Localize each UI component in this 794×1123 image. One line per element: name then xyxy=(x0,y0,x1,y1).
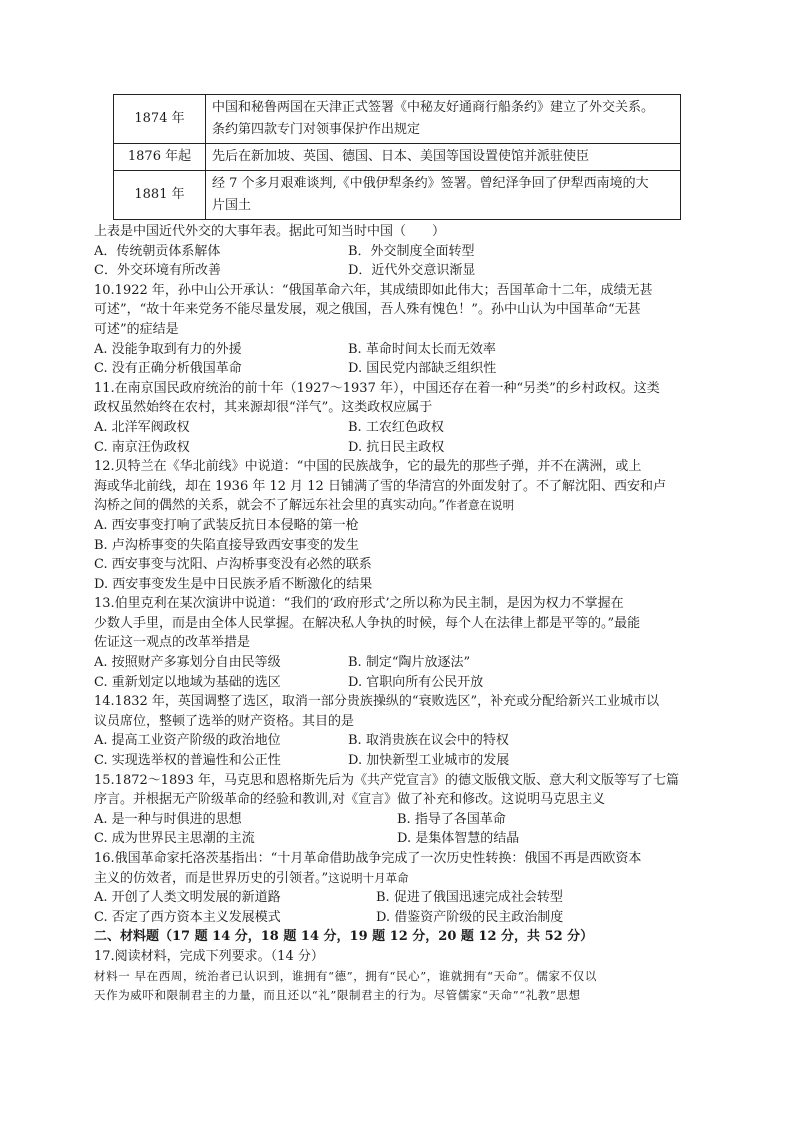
question-stem: 11.在南京国民政府统治的前十年（1927～1937 年），中国还存在着一种“另类”的乡村政权。这类 xyxy=(94,380,660,396)
question-stem: 12.贝特兰在《华北前线》中说道：“中国的民族战争，它的最先的那些子弹，并不在满洲，或上 xyxy=(94,459,642,475)
option-c[interactable]: C. 成为世界民主思潮的主流 xyxy=(94,831,255,847)
option-a[interactable]: A. 提高工业资产阶级的政治地位 xyxy=(94,733,281,749)
question-12 xyxy=(94,457,699,594)
question-stem xyxy=(94,496,699,516)
question-stem: 海或华北前线，却在 1936 年 12 月 12 日铺满了雪的华清宫的外面发射了。不了解沈阳、西安和卢 xyxy=(94,478,666,494)
option-b[interactable]: B. 取消贵族在议会中的特权 xyxy=(348,733,509,749)
question-stem: 14.1832 年，英国调整了选区，取消一部分贵族操纵的“衰败选区”，补充或分配给新兴工业城市以 xyxy=(94,694,660,710)
option-c[interactable]: C. 重新划定以地域为基础的选区 xyxy=(94,674,281,690)
question-stem: 可述”，“故十年来党务不能尽量发展，观之俄国，吾人殊有愧色！”。孙中山认为中国革命“无甚 xyxy=(94,302,641,318)
option-d[interactable]: D. 官职向所有公民开放 xyxy=(348,674,484,690)
option-b[interactable]: B. 指导了各国革命 xyxy=(397,811,506,827)
option-row xyxy=(94,751,699,771)
event-line: 片国土 xyxy=(212,198,252,213)
option-b[interactable]: B. 促进了俄国迅速完成社会转型 xyxy=(376,890,563,906)
option-c[interactable]: C. 南京汪伪政权 xyxy=(94,439,190,455)
event-description xyxy=(206,95,681,144)
question-11 xyxy=(94,379,699,457)
question-stem: 15.1872～1893 年，马克思和恩格斯先后为《共产党宣言》的德文版俄文版、意大利文版等写了七篇 xyxy=(94,772,679,788)
option-a[interactable]: A. 按照财产多寡划分自由民等级 xyxy=(94,655,281,671)
option-row xyxy=(94,261,699,281)
question-stem xyxy=(94,869,699,889)
option-c[interactable]: C．外交环境有所改善 xyxy=(94,263,221,279)
option-c[interactable]: C. 西安事变与沈阳、卢沟桥事变没有必然的联系 xyxy=(94,557,372,573)
option-row xyxy=(94,242,699,262)
option-d[interactable]: D. 西安事变发生是中日民族矛盾不断激化的结果 xyxy=(94,576,373,592)
question-16 xyxy=(94,849,699,927)
question-stem: 16.俄国革命家托洛茨基指出：“十月革命借助战争完成了一次历史性转换：俄国不再是西欧资本 xyxy=(94,851,642,866)
option-a[interactable]: A．传统朝贡体系解体 xyxy=(94,243,221,259)
option-row xyxy=(94,438,699,458)
option-row xyxy=(94,340,699,360)
event-line: 经 7 个多月艰难谈判,《中俄伊犁条约》签署。曾纪泽争回了伊犁西南境的大 xyxy=(212,176,649,191)
section-material-questions xyxy=(94,927,699,1005)
question-stem: 少数人手里，而是由全体人民掌握。在解决私人争执的时候，每个人在法律上都是平等的。”最能 xyxy=(94,615,641,631)
question-stem: 佐证这一观点的改革举措是 xyxy=(94,635,251,651)
option-b[interactable]: B. 革命时间太长而无效率 xyxy=(348,341,496,357)
event-year: 1876 年起 xyxy=(114,144,206,171)
option-d[interactable]: D. 国民党内部缺乏组织性 xyxy=(348,361,497,377)
option-row xyxy=(94,888,699,908)
question-stem: 10.1922 年，孙中山公开承认：“俄国革命六年，其成绩即如此伟大；吾国革命十二年，成绩无甚 xyxy=(94,282,653,298)
question-stem: 13.伯里克利在某次演讲中说道：“我们的‘政府形式’之所以称为民主制，是因为权力不掌握在 xyxy=(94,596,624,612)
option-row xyxy=(94,829,699,849)
event-description xyxy=(206,144,681,171)
option-row xyxy=(94,359,699,379)
question-stem-tail: 这说明十月革命 xyxy=(328,870,409,885)
option-c[interactable]: C. 实现选举权的普遍性和公正性 xyxy=(94,753,281,769)
material-line: 材料一 早在西周，统治者已认识到，谁拥有“德”，拥有“民心”，谁就拥有“天命”。儒家不仅以 xyxy=(94,968,597,983)
event-line: 中国和秘鲁两国在天津正式签署《中秘友好通商行船条约》建立了外交关系。 xyxy=(212,100,655,115)
option-d[interactable]: D．近代外交意识渐显 xyxy=(348,263,476,279)
question-13 xyxy=(94,594,699,692)
option-b[interactable]: B. 制定“陶片放逐法” xyxy=(348,655,471,671)
question-stem-text: 主义的仿效者，而是世界历史的引领者。” xyxy=(94,870,329,886)
table-row xyxy=(114,95,681,144)
event-year: 1881 年 xyxy=(114,171,206,220)
table-row xyxy=(114,144,681,171)
option-b[interactable]: B. 工农红色政权 xyxy=(348,419,444,435)
question-content xyxy=(94,222,699,1006)
question-stem: 可述”的症结是 xyxy=(94,321,179,337)
option-a[interactable]: A. 西安事变打响了武装反抗日本侵略的第一枪 xyxy=(94,517,359,533)
option-row xyxy=(94,418,699,438)
question-14 xyxy=(94,692,699,770)
question-9 xyxy=(94,222,699,281)
option-row xyxy=(94,673,699,693)
table-row xyxy=(114,171,681,220)
question-17-stem: 17.阅读材料，完成下列要求。（14 分） xyxy=(94,948,324,964)
event-line: 条约第四款专门对领事保护作出规定 xyxy=(212,122,421,137)
section-heading: 二、材料题（17 题 14 分，18 题 14 分，19 题 12 分，20 题 12 分，共 52 分） xyxy=(94,929,594,945)
option-a[interactable]: A. 开创了人类文明发展的新道路 xyxy=(94,890,281,906)
option-b[interactable]: B．外交制度全面转型 xyxy=(348,243,475,259)
option-row xyxy=(94,731,699,751)
option-a[interactable]: A. 没能争取到有力的外援 xyxy=(94,341,242,357)
question-stem: 政权虽然始终在农村，其来源却很“洋气”。这类政权应属于 xyxy=(94,400,433,416)
question-stem: 议员席位，整顿了选举的财产资格。其目的是 xyxy=(94,713,355,729)
question-stem-text: 沟桥之间的偶然的关系，就会不了解远东社会里的真实动向。” xyxy=(94,498,446,514)
option-a[interactable]: A. 是一种与时俱进的思想 xyxy=(94,811,242,827)
option-a[interactable]: A. 北洋军阀政权 xyxy=(94,419,190,435)
event-description xyxy=(206,171,681,220)
option-d[interactable]: D. 是集体智慧的结晶 xyxy=(397,831,520,847)
event-line: 先后在新加坡、英国、德国、日本、美国等国设置使馆并派驻使臣 xyxy=(212,149,590,164)
question-stem: 上表是中国近代外交的大事年表。据此可知当时中国（ ） xyxy=(94,224,446,239)
option-row xyxy=(94,908,699,928)
event-year: 1874 年 xyxy=(114,95,206,144)
diplomacy-events-table xyxy=(113,94,681,220)
question-10 xyxy=(94,281,699,379)
option-row xyxy=(94,810,699,830)
material-line: 天作为威吓和限制君主的力量，而且还以“礼”限制君主的行为。尽管儒家“天命”“礼教”思想 xyxy=(94,988,581,1003)
option-d[interactable]: D. 抗日民主政权 xyxy=(348,439,445,455)
question-15 xyxy=(94,771,699,849)
option-d[interactable]: D. 加快新型工业城市的发展 xyxy=(348,753,510,769)
question-stem: 序言。并根据无产阶级革命的经验和教训,对《宣言》做了补充和修改。这说明马克思主义 xyxy=(94,792,606,808)
option-b[interactable]: B. 卢沟桥事变的失陷直接导致西安事变的发生 xyxy=(94,537,359,553)
option-c[interactable]: C. 否定了西方资本主义发展模式 xyxy=(94,909,281,925)
option-d[interactable]: D. 借鉴资产阶级的民主政治制度 xyxy=(376,909,564,925)
option-c[interactable]: C. 没有正确分析俄国革命 xyxy=(94,361,242,377)
option-row xyxy=(94,653,699,673)
question-stem-tail: 作者意在说明 xyxy=(445,498,515,513)
